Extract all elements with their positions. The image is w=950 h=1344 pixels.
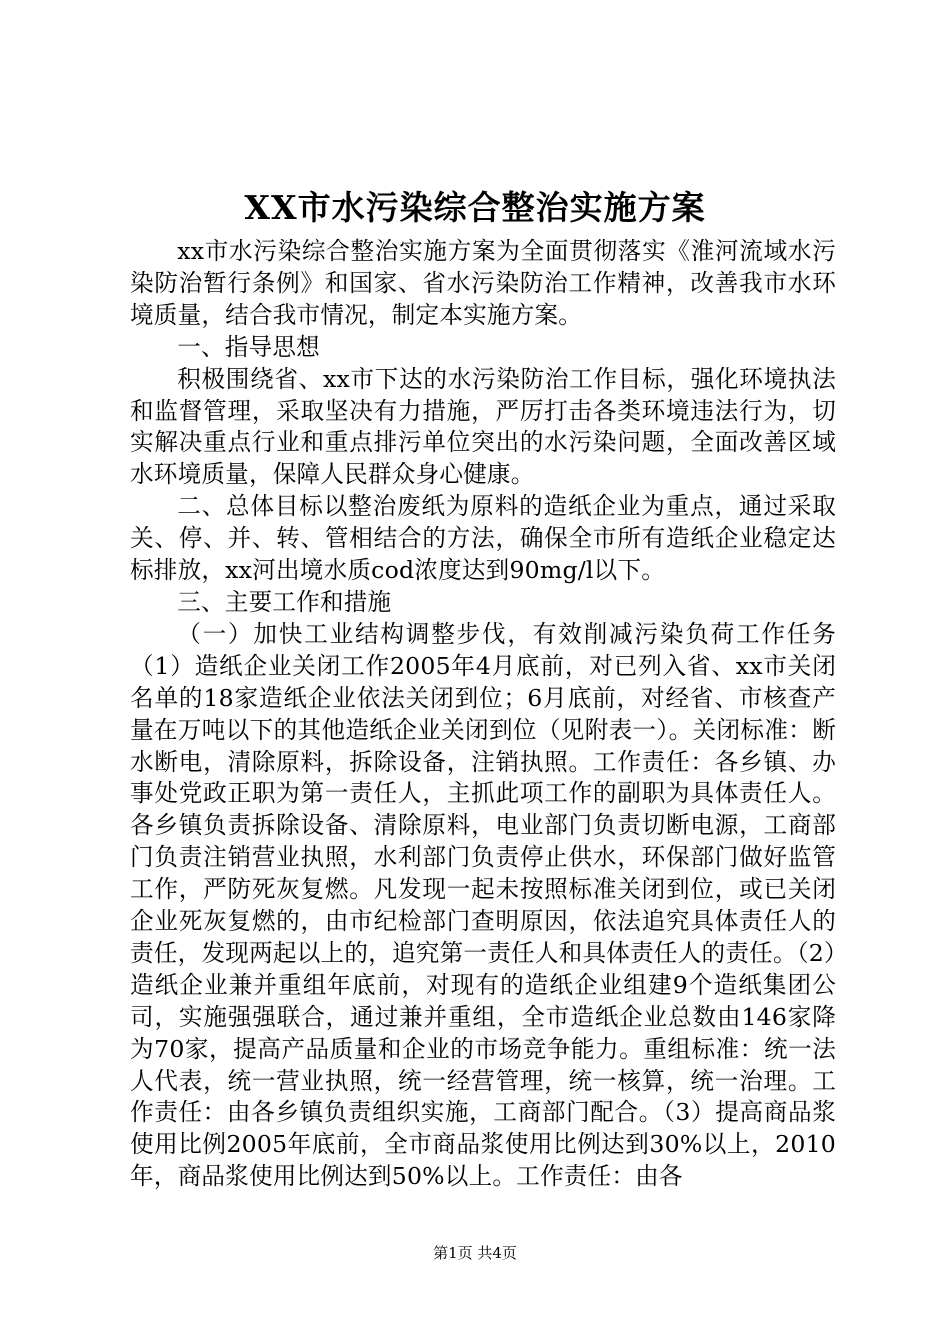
section-heading-guiding-ideology: 一、指导思想 — [177, 332, 320, 361]
document-title: XX市水污染综合整治实施方案 — [244, 188, 706, 227]
page-number-footer: 第1页 共4页 — [433, 1244, 517, 1262]
section-heading-main-work: 三、主要工作和措施 — [177, 587, 392, 616]
guiding-ideology-paragraph: 积极围绕省、xx市下达的水污染防治工作目标，强化环境执法和监督管理，采取坚决有力措施，严厉打击各类环境违法行为，切实解决重点行业和重点排污单位突出的水污染问题，全面改善区域水环境质量，保障人民群众身心健康。 — [130, 364, 836, 489]
intro-paragraph: xx市水污染综合整治实施方案为全面贯彻落实《淮河流域水污染防治暂行条例》和国家、省水污染防治工作精神，改善我市水环境质量，结合我市情况，制定本实施方案。 — [130, 237, 836, 329]
main-work-paragraph: （一）加快工业结构调整步伐，有效削减污染负荷工作任务（1）造纸企业关闭工作2005年4月底前，对已列入省、xx市关闭名单的18家造纸企业依法关闭到位；6月底前，对经省、市核查产量在万吨以下的其他造纸企业关闭到位（见附表一）。关闭标准：断水断电，清除原料，拆除设备，注销执照。工作责任：各乡镇、办事处党政正职为第一责任人，主抓此项工作的副职为具体责任人。各乡镇负责拆除设备、清除原料，电业部门负责切断电源，工商部门负责注销营业执照，水利部门负责停止供水，环保部门做好监管工作，严防死灰复燃。凡发现一起未按照标准关闭到位，或已关闭企业死灰复燃的，由市纪检部门查明原因，依法追究具体责任人的责任，发现两起以上的，追究第一责任人和具体责任人的责任。（2）造纸企业兼并重组年底前，对现有的造纸企业组建9个造纸集团公司，实施强强联合，通过兼并重组，全市造纸企业总数由146家降为70家，提高产品质量和企业的市场竞争能力。重组标准：统一法人代表，统一营业执照，统一经营管理，统一核算，统一治理。工作责任：由各乡镇负责组织实施，工商部门配合。（3）提高商品浆使用比例2005年底前，全市商品浆使用比例达到30%以上，2010年，商品浆使用比例达到50%以上。工作责任：由各 — [130, 619, 836, 1191]
overall-goal-paragraph: 二、总体目标以整治废纸为原料的造纸企业为重点，通过采取关、停、并、转、管相结合的方法，确保全市所有造纸企业稳定达标排放，xx河出境水质cod浓度达到90mg/l以下。 — [130, 492, 836, 585]
document-body — [130, 236, 836, 1193]
